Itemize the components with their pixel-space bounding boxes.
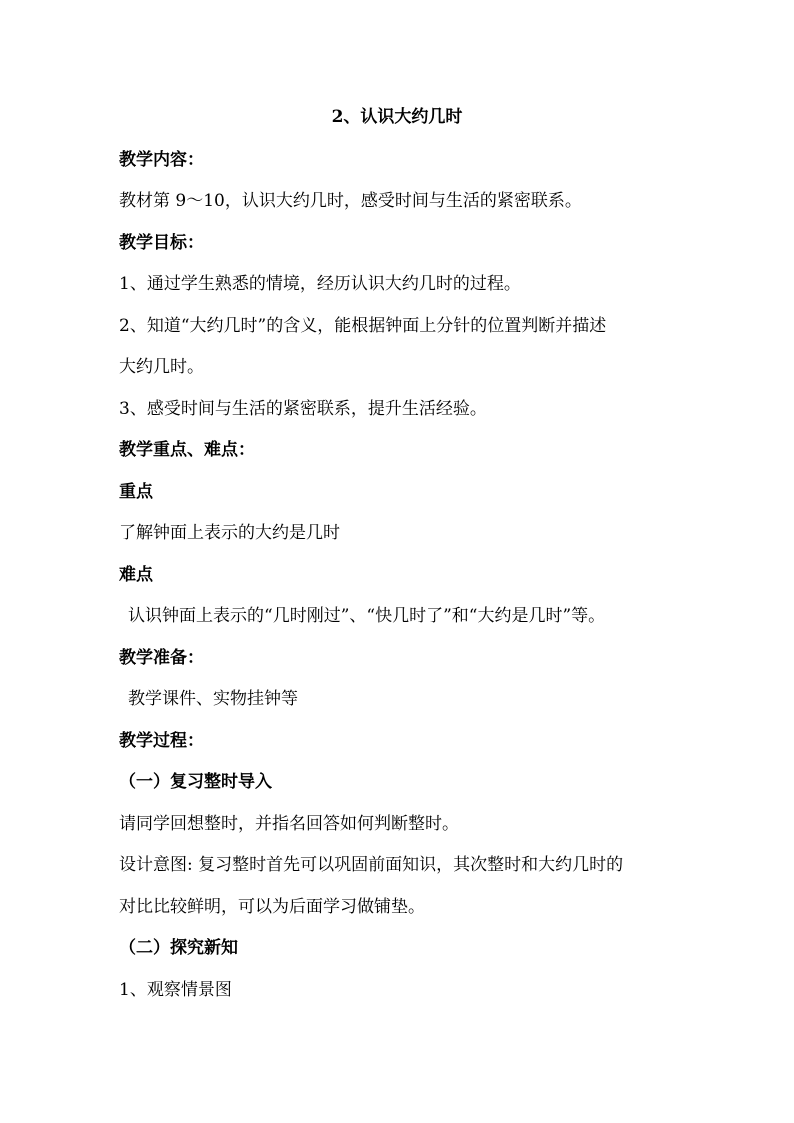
step-2-heading: （二）探究新知 [119, 938, 238, 958]
step-1-heading: （一）复习整时导入 [119, 772, 272, 792]
step-1-text: 请同学回想整时，并指名回答如何判断整时。 [119, 814, 459, 834]
content-heading: 教学内容： [119, 150, 204, 170]
goal-2-line-2: 大约几时。 [119, 357, 204, 377]
key-difficulty-heading: 教学重点、难点： [119, 440, 255, 460]
lesson-title: 2、认识大约几时 [331, 107, 463, 127]
step-2-item-1: 1、观察情景图 [119, 980, 232, 1000]
key-point-text: 了解钟面上表示的大约是几时 [119, 523, 340, 543]
design-intent-line-2: 对比比较鲜明，可以为后面学习做铺垫。 [119, 897, 425, 917]
goal-2-line-1: 2、知道“大约几时”的含义，能根据钟面上分针的位置判断并描述 [119, 316, 607, 336]
content-text: 教材第 9～10，认识大约几时，感受时间与生活的紧密联系。 [119, 191, 582, 211]
goal-1: 1、通过学生熟悉的情境，经历认识大约几时的过程。 [119, 274, 521, 294]
goals-heading: 教学目标： [119, 233, 204, 253]
key-point-label: 重点 [119, 482, 153, 502]
goal-3: 3、感受时间与生活的紧密联系，提升生活经验。 [119, 399, 487, 419]
process-heading: 教学过程： [119, 731, 204, 751]
difficulty-label: 难点 [119, 565, 153, 585]
design-intent-line-1: 设计意图: 复习整时首先可以巩固前面知识，其次整时和大约几时的 [119, 855, 624, 875]
preparation-heading: 教学准备： [119, 648, 204, 668]
preparation-text: 教学课件、实物挂钟等 [128, 689, 298, 709]
difficulty-text: 认识钟面上表示的“几时刚过”、“快几时了”和“大约是几时”等。 [128, 606, 606, 626]
